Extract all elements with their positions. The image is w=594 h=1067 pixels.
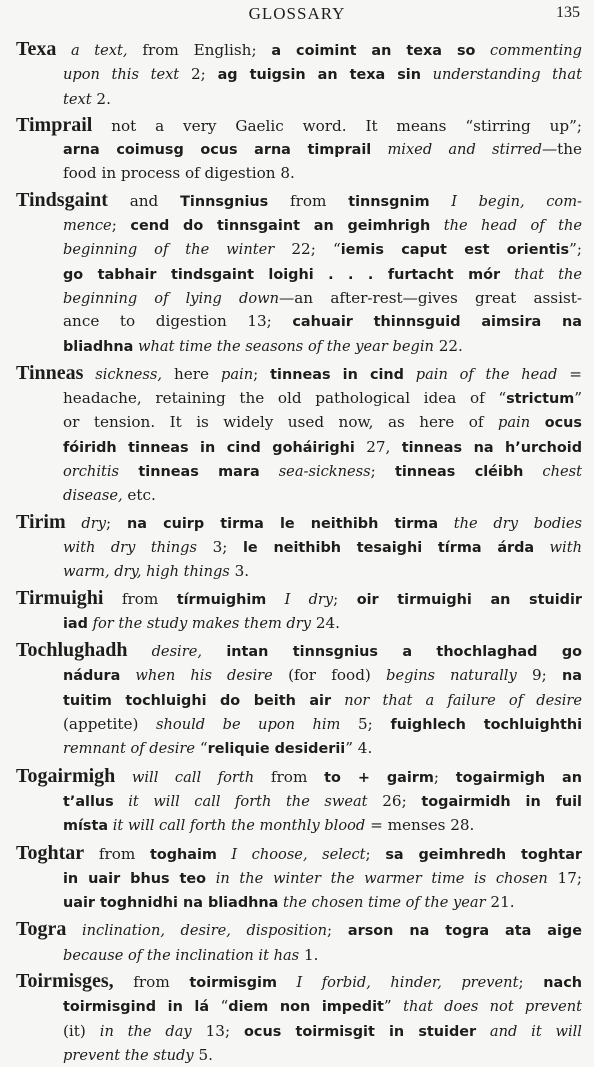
translation-text: I choose, select <box>216 845 366 863</box>
gaelic-text: intan tinnsgnius a thochlaghad go <box>201 644 582 661</box>
translation-text: the dry bodies <box>438 514 582 532</box>
entry-headword: Tinneas <box>16 361 84 384</box>
entry-line <box>16 484 582 507</box>
gloss-text: —the <box>541 140 582 159</box>
gloss-text: 5. <box>193 1045 213 1064</box>
gaelic-text: togairmidh in fuil <box>421 793 582 810</box>
gaelic-text: bliadhna <box>63 338 134 355</box>
translation-text: mixed and stirred <box>371 141 542 159</box>
entry-headword: Togairmigh <box>16 764 116 787</box>
entry-line <box>16 287 582 310</box>
gloss-text: ; <box>327 921 348 940</box>
translation-text: dry <box>65 514 106 532</box>
entry-line <box>16 362 582 387</box>
entry-line <box>16 214 582 238</box>
entry-line <box>16 639 582 664</box>
entry-line <box>16 689 582 713</box>
entry-line <box>16 138 582 162</box>
gloss-text: and <box>107 191 181 210</box>
entry-line <box>16 238 582 262</box>
glossary-entry <box>16 511 582 584</box>
translation-text: warm, dry, high things <box>63 563 230 581</box>
translation-text: a text, <box>56 42 128 59</box>
translation-text: the head of the <box>430 217 582 235</box>
entry-line <box>16 511 582 536</box>
glossary-entries <box>16 38 582 1067</box>
gaelic-text: ocus toirmisgit in stuider <box>244 1023 477 1040</box>
entry-line <box>16 790 582 814</box>
entry-line <box>16 114 582 138</box>
translation-text: the chosen time of the year <box>278 894 486 912</box>
gloss-text: (for food) <box>272 666 387 685</box>
gloss-text: 21. <box>485 893 515 912</box>
gloss-text: ; <box>253 364 271 383</box>
entry-headword: Tirim <box>16 510 66 533</box>
glossary-entry <box>16 918 582 967</box>
translation-text: that the <box>500 265 582 283</box>
gloss-text: 3; <box>196 537 243 556</box>
entry-line <box>16 995 582 1019</box>
translation-text: text <box>63 90 92 108</box>
entry-line <box>16 88 582 111</box>
gloss-text: 2. <box>91 89 111 108</box>
entry-line <box>16 162 582 185</box>
translation-text: prevent the study <box>63 1046 194 1064</box>
gloss-text: not a very Gaelic word. It means “stirring up”; <box>92 116 582 135</box>
gaelic-text: Tinnsgnius <box>180 193 269 210</box>
gaelic-text: cend do tinnsgaint an geimhrigh <box>130 218 431 235</box>
translation-text: upon this text <box>63 66 180 84</box>
gloss-text: 13; <box>191 1021 245 1040</box>
gloss-text: ; <box>105 513 127 532</box>
translation-text: chest <box>523 463 582 481</box>
gloss-text: ; <box>518 972 544 991</box>
entry-line <box>16 38 582 63</box>
gaelic-text: reliquie desiderii <box>207 741 346 758</box>
translation-text: in the day <box>99 1022 192 1040</box>
gloss-text: ” 4. <box>345 739 373 758</box>
translation-text: with <box>534 538 582 556</box>
translation-text: pain of the head <box>403 365 558 383</box>
entry-line <box>16 63 582 87</box>
translation-text: mence <box>63 217 112 235</box>
translation-text: sickness, <box>83 365 163 383</box>
translation-text: remnant of desire <box>63 740 196 758</box>
gloss-text: from <box>254 767 325 786</box>
gaelic-text: ag tuigsin an texa sin <box>217 67 421 84</box>
gloss-text: 1. <box>299 945 319 964</box>
entry-line <box>16 814 582 838</box>
entry-line <box>16 891 582 915</box>
translation-text: when his desire <box>120 667 273 685</box>
entry-line <box>16 612 582 636</box>
glossary-entry <box>16 639 582 761</box>
gaelic-text: tinneas mara <box>119 464 260 481</box>
translation-text: with dry things <box>63 538 197 556</box>
gloss-text: ; <box>433 767 456 786</box>
gaelic-text: tinnsgnim <box>348 193 430 210</box>
gloss-text: ; <box>333 589 357 608</box>
gloss-text: from English; <box>127 41 272 59</box>
gloss-text: “ <box>195 739 208 758</box>
gloss-text: ; <box>111 216 131 235</box>
gaelic-text: tírmuighim <box>176 591 267 608</box>
glossary-entry <box>16 587 582 637</box>
entry-headword: Tindsgaint <box>16 188 108 211</box>
gaelic-text: in uair bhus teo <box>63 870 207 887</box>
gloss-text: 22. <box>433 336 463 355</box>
gloss-text: (it) <box>63 1021 100 1040</box>
page-number: 135 <box>556 4 580 21</box>
entry-line <box>16 411 582 435</box>
gaelic-text: tinneas cléibh <box>394 464 524 481</box>
gloss-text: 3. <box>229 562 250 581</box>
translation-text: beginning of lying down <box>63 289 280 307</box>
gloss-text: 17; <box>547 868 582 887</box>
translation-text: will call forth <box>115 768 255 786</box>
gloss-text: from <box>84 844 150 863</box>
gaelic-text: diem non impedit <box>228 999 384 1016</box>
entry-headword: Tirmuighi <box>16 586 104 609</box>
gloss-text: ” <box>574 389 582 408</box>
entry-headword: Timprail <box>16 113 93 136</box>
entry-line <box>16 387 582 411</box>
gaelic-text: nach <box>543 974 582 991</box>
translation-text: that does not prevent <box>403 998 582 1016</box>
gaelic-text: arna coimusg ocus arna timprail <box>63 142 372 159</box>
entry-line <box>16 1044 582 1067</box>
gaelic-text: na <box>562 668 582 685</box>
gloss-text: 26; <box>367 791 422 810</box>
gaelic-text: oir tirmuighi an stuidir <box>356 591 582 608</box>
translation-text: beginning of the winter <box>63 241 275 259</box>
translation-text: and it will <box>476 1022 582 1040</box>
gloss-text: ; <box>370 462 395 481</box>
gaelic-text: nádura <box>63 668 121 685</box>
gloss-text: = menses 28. <box>365 816 475 835</box>
entry-line <box>16 713 582 737</box>
translation-text: orchitis <box>63 463 120 481</box>
entry-line <box>16 536 582 560</box>
gloss-text: or tension. It is widely used now, as here of <box>63 413 498 432</box>
gloss-text: 24. <box>311 613 340 632</box>
entry-headword: Tochlughadh <box>16 639 128 662</box>
entry-line <box>16 970 582 995</box>
entry-headword: Toghtar <box>16 841 85 864</box>
translation-text: I forbid, hinder, prevent <box>276 973 519 991</box>
gloss-text: food in process of digestion 8. <box>63 164 295 183</box>
entry-line <box>16 944 582 967</box>
translation-text: disease, <box>63 487 123 505</box>
entry-line <box>16 664 582 688</box>
gaelic-text: toirmisgim <box>189 974 277 991</box>
gloss-text: —an after-rest—gives great assist- <box>279 288 582 307</box>
entry-line <box>16 842 582 867</box>
translation-text: nor that a failure of desire <box>331 691 582 709</box>
entry-line <box>16 436 582 460</box>
gaelic-text: ocus <box>530 415 582 432</box>
entry-line <box>16 560 582 583</box>
entry-headword: Toirmisges, <box>16 969 114 992</box>
gloss-text: 9; <box>516 666 563 685</box>
gloss-text: “ <box>209 997 229 1016</box>
gloss-text: (appetite) <box>63 715 157 734</box>
gaelic-text: a coimint an texa so <box>271 43 476 59</box>
gaelic-text: strictum <box>506 391 575 408</box>
gaelic-text: fuighlech tochluighthi <box>390 717 582 734</box>
entry-line <box>16 587 582 612</box>
entry-line <box>16 335 582 359</box>
gaelic-text: sa geimhredh toghtar <box>385 846 582 863</box>
gaelic-text: togairmigh an <box>455 769 582 786</box>
gloss-text: = <box>557 364 582 383</box>
translation-text: I dry <box>266 590 334 608</box>
entry-line <box>16 263 582 287</box>
gloss-text: 22; “ <box>274 240 341 259</box>
glossary-entry <box>16 970 582 1067</box>
entry-line <box>16 310 582 334</box>
translation-text: begins naturally <box>386 667 517 685</box>
translation-text: because of the inclination it has <box>63 946 300 964</box>
gaelic-text: na cuirp tirma le neithibh tirma <box>127 515 439 532</box>
entry-line <box>16 460 582 484</box>
gaelic-text: toirmisgind in lá <box>63 999 210 1016</box>
gaelic-text: tinneas na h’urchoid <box>401 439 582 456</box>
gaelic-text: to + gairm <box>324 769 434 786</box>
translation-text: in the winter the warmer time is chosen <box>206 869 548 887</box>
translation-text: it will call forth the monthly blood <box>108 817 366 835</box>
entry-line <box>16 1020 582 1044</box>
gloss-text: from <box>113 972 190 991</box>
gloss-text: 27, <box>354 437 402 456</box>
gloss-text: ance to digestion 13; <box>63 312 293 331</box>
gaelic-text: tuitim tochluighi do beith air <box>63 692 332 709</box>
gaelic-text: fóiridh tinneas in cind goháirighi <box>63 439 355 456</box>
gaelic-text: toghaim <box>149 846 217 863</box>
gloss-text: ; <box>365 844 386 863</box>
translation-text: what time the seasons of the year begin <box>133 337 434 355</box>
gaelic-text: tinneas in cind <box>270 366 404 383</box>
glossary-entry <box>16 38 582 111</box>
gaelic-text: uair toghnidhi na bliadhna <box>63 895 279 912</box>
glossary-entry <box>16 362 582 508</box>
entry-line <box>16 765 582 790</box>
translation-text: understanding that <box>420 66 582 84</box>
gaelic-text: iad <box>63 615 88 632</box>
gloss-text: etc. <box>122 486 156 505</box>
translation-text: should be upon him <box>156 716 341 734</box>
gaelic-text: t’allus <box>63 793 114 810</box>
gaelic-text: iemis caput est orientis <box>340 242 570 259</box>
entry-line <box>16 867 582 891</box>
entry-line <box>16 918 582 943</box>
translation-text: desire, <box>127 643 202 661</box>
gloss-text: headache, retaining the old pathological idea of “ <box>63 389 507 408</box>
gaelic-text: le neithibh tesaighi tírma árda <box>242 539 535 556</box>
translation-text: inclination, desire, disposition <box>66 922 328 940</box>
gaelic-text: go tabhair tindsgaint loighi . . . furtacht mór <box>63 266 501 283</box>
gaelic-text: místa <box>63 818 109 835</box>
entry-headword: Togra <box>16 918 67 941</box>
running-head <box>0 4 594 26</box>
translation-text: commenting <box>475 42 582 59</box>
gaelic-text: arson na togra ata aige <box>347 923 582 940</box>
gloss-text: ” <box>383 997 404 1016</box>
glossary-entry <box>16 842 582 916</box>
translation-text: I begin, com- <box>429 192 582 210</box>
gloss-text: 5; <box>340 715 391 734</box>
gloss-text: 2; <box>179 65 218 84</box>
page-title: GLOSSARY <box>248 4 346 23</box>
gloss-text: here <box>162 364 221 383</box>
translation-text: pain <box>498 414 531 432</box>
glossary-entry <box>16 189 582 359</box>
gloss-text: ”; <box>569 240 582 259</box>
entry-headword: Texa <box>16 38 57 60</box>
gaelic-text: cahuair thinnsguid aimsira na <box>292 314 582 331</box>
translation-text: for the study makes them dry <box>87 614 311 632</box>
glossary-entry <box>16 765 582 839</box>
glossary-entry <box>16 114 582 186</box>
entry-line <box>16 737 582 761</box>
gloss-text: from <box>268 191 349 210</box>
translation-text: it will call forth the sweat <box>113 792 368 810</box>
translation-text: sea-sickness <box>259 463 371 481</box>
translation-text: pain <box>220 365 254 383</box>
entry-line <box>16 189 582 214</box>
gloss-text: from <box>103 589 177 608</box>
